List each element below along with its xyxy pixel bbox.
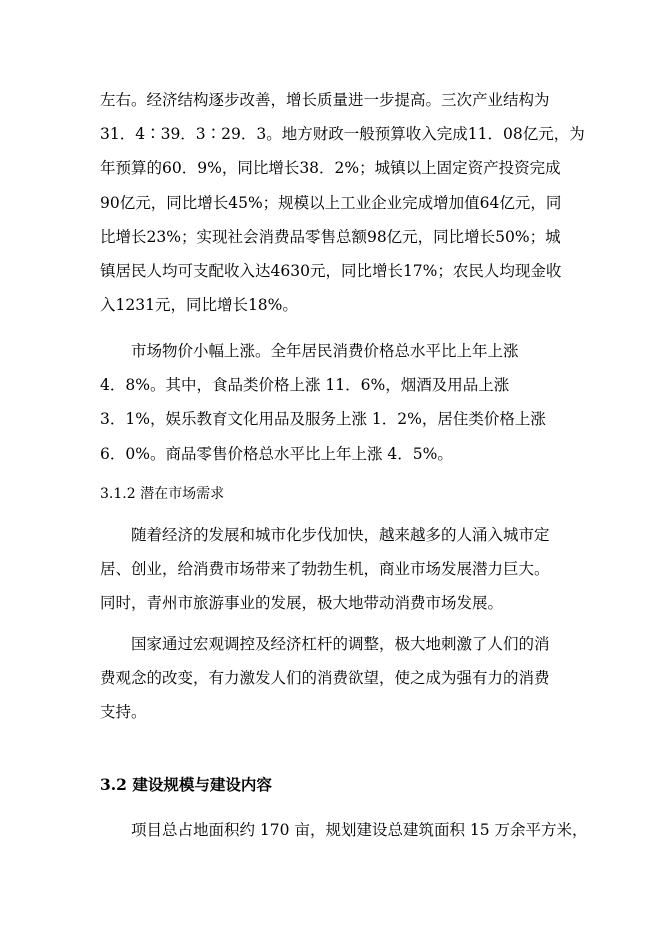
text-line: 31．4∶39．3∶29．3。地方财政一般预算收入完成11．08亿元，为 bbox=[100, 125, 585, 144]
text-line: 同时，青州市旅游事业的发展，极大地带动消费市场发展。 bbox=[100, 594, 504, 613]
text-line: 4．8%。其中，食品类价格上涨 11．6%，烟酒及用品上涨 bbox=[100, 376, 510, 395]
text-line: 居、创业，给消费市场带来了勃勃生机，商业市场发展潜力巨大。 bbox=[100, 560, 550, 579]
section-subheading: 3.1.2 潜在市场需求 bbox=[100, 486, 225, 502]
paragraph-policy bbox=[100, 627, 570, 730]
text-line: 国家通过宏观调控及经济杠杆的调整，极大地刺激了人们的消 bbox=[131, 635, 550, 653]
text-line: 比增长23%；实现社会消费品零售总额98亿元，同比增长50%；城 bbox=[100, 227, 561, 246]
text-line: 6．0%。商品零售价格总水平比上年上涨 4．5%。 bbox=[100, 444, 453, 463]
text-line: 市场物价小幅上涨。全年居民消费价格总水平比上年上涨 bbox=[131, 342, 519, 360]
text-line: 支持。 bbox=[100, 703, 147, 722]
paragraph-demand bbox=[100, 518, 570, 621]
text-line: 90亿元，同比增长45%；规模以上工业企业完成增加值64亿元，同 bbox=[100, 193, 562, 212]
text-line: 入1231元，同比增长18%。 bbox=[100, 296, 298, 315]
text-line: 左右。经济结构逐步改善，增长质量进一步提高。三次产业结构为 bbox=[100, 91, 550, 109]
text-line: 费观念的改变，有力激发人们的消费欲望，使之成为强有力的消费 bbox=[100, 669, 550, 688]
text-line: 年预算的60．9%，同比增长38．2%；城镇以上固定资产投资完成 bbox=[100, 159, 561, 178]
paragraph-scale bbox=[100, 813, 588, 847]
paragraph-prices bbox=[100, 334, 570, 471]
text-line: 随着经济的发展和城市化步伐加快，越来越多的人涌入城市定 bbox=[131, 526, 550, 544]
text-line: 3．1%，娱乐教育文化用品及服务上涨 1．2%，居住类价格上涨 bbox=[100, 410, 546, 429]
section-heading: 3.2 建设规模与建设内容 bbox=[100, 775, 272, 794]
text-line: 镇居民人均可支配收入达4630元，同比增长17%；农民人均现金收 bbox=[100, 261, 562, 280]
paragraph-economy bbox=[100, 83, 585, 322]
text-line: 项目总占地面积约 170 亩，规划建设总建筑面积 15 万余平方米， bbox=[131, 821, 588, 839]
